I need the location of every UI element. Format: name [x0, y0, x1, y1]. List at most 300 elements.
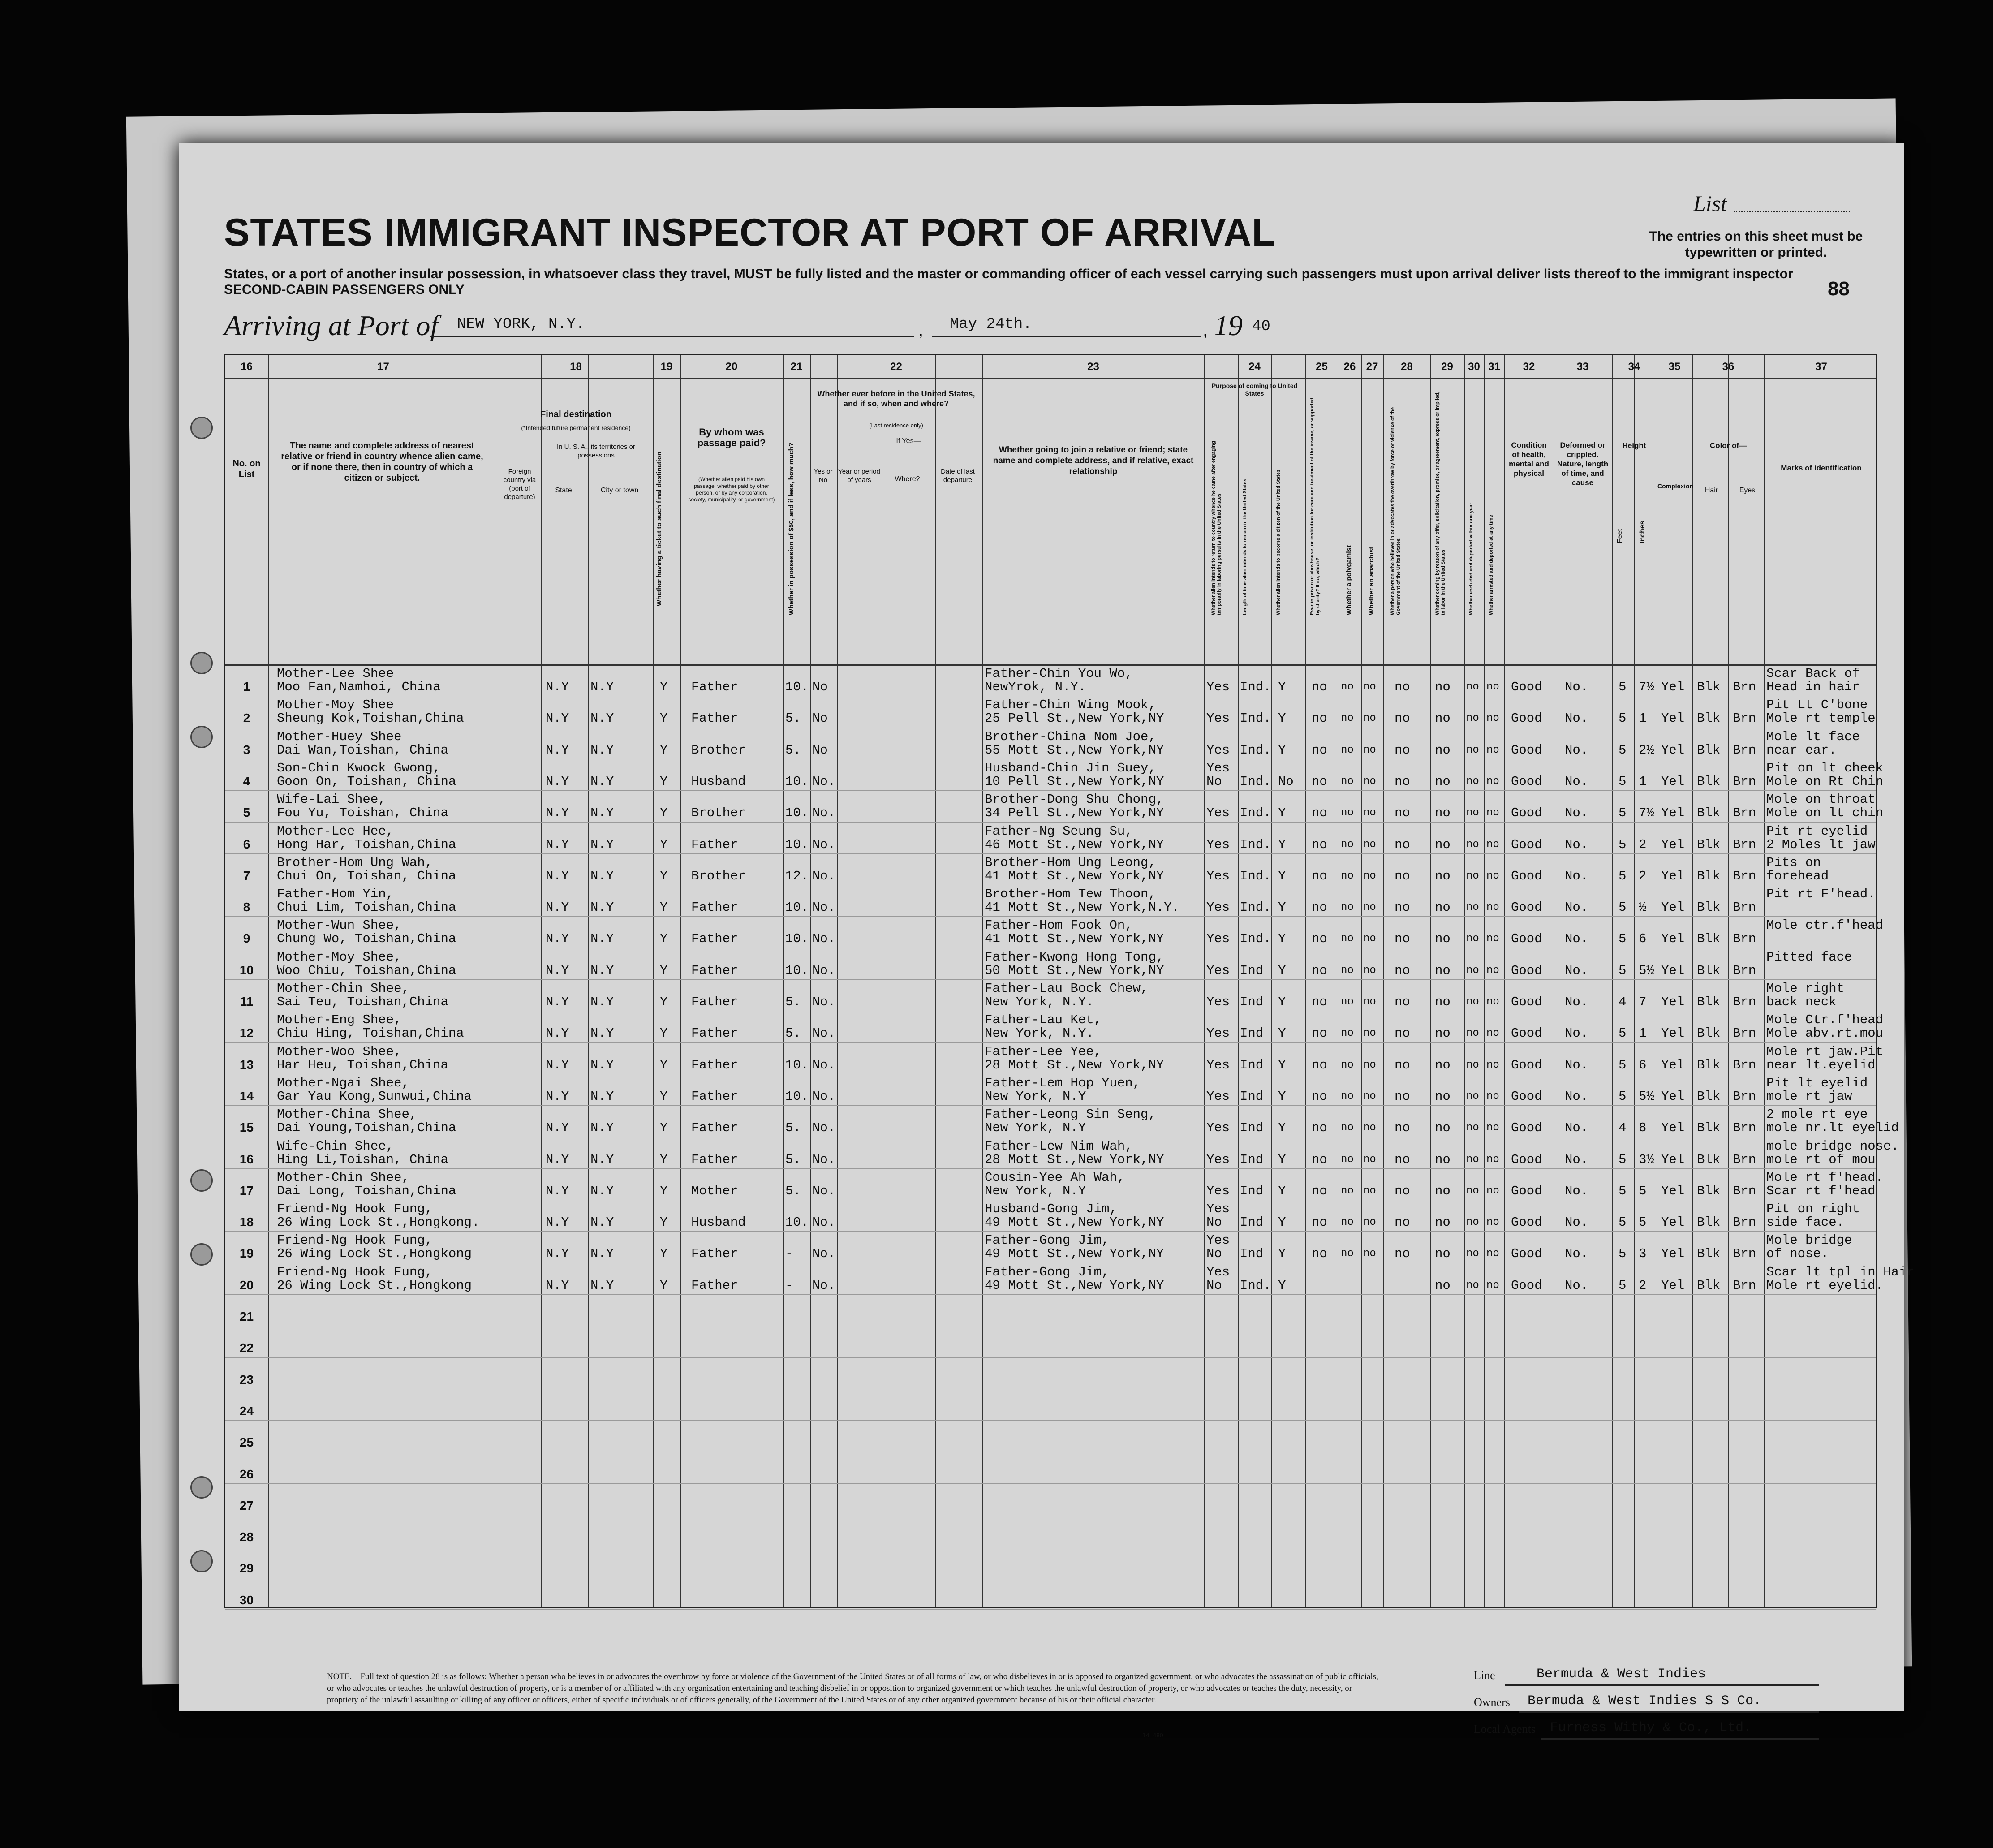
labor-offer-value: no	[1435, 1246, 1451, 1262]
joining-name: Father-Lau Bock Chew,	[985, 981, 1149, 996]
deported-value: no	[1486, 901, 1499, 914]
intends-return-alt: No	[1206, 774, 1222, 789]
condition-value: Good	[1511, 680, 1542, 694]
eye-color: Brn	[1733, 931, 1756, 947]
anarchist-value: no	[1363, 712, 1376, 725]
col-number: 30	[1468, 361, 1480, 373]
relative-name: Mother-Huey Shee	[277, 729, 402, 744]
passage-paid-by: Father	[691, 837, 738, 852]
intends-citizen: Y	[1278, 1215, 1286, 1230]
condition-value: Good	[1511, 711, 1542, 726]
relative-address: Sai Teu, Toishan,China	[277, 995, 448, 1009]
destination-city: N.Y	[590, 837, 614, 852]
row-number: 16	[239, 1152, 254, 1166]
col-number: 34	[1628, 361, 1640, 373]
money-value: -	[785, 1278, 793, 1293]
deported-value: no	[1486, 681, 1499, 693]
ticket-value: Y	[660, 1183, 668, 1198]
identification-mark: Mole rt temple	[1766, 711, 1876, 726]
list-label: List	[1693, 191, 1727, 216]
row-number: 11	[240, 995, 254, 1008]
destination-city: N.Y	[590, 806, 614, 821]
deformed-value: No.	[1565, 806, 1588, 821]
relative-address: 26 Wing Lock St.,Hongkong	[277, 1246, 472, 1262]
intends-return: Yes	[1206, 1183, 1230, 1198]
relative-name: Brother-Hom Ung Wah,	[277, 855, 433, 870]
overthrow-value: no	[1395, 711, 1410, 726]
anarchist-value: no	[1363, 1090, 1376, 1103]
row-number: 28	[239, 1530, 254, 1544]
relative-address: Hong Har, Toishan,China	[277, 837, 456, 852]
ticket-value: Y	[660, 931, 668, 947]
eye-color: Brn	[1733, 806, 1756, 821]
destination-state: N.Y	[546, 1246, 569, 1262]
relative-address: Chui On, Toishan, China	[277, 868, 456, 883]
polygamist-value: no	[1341, 681, 1354, 693]
labor-offer-value: no	[1435, 806, 1451, 821]
punch-hole	[190, 652, 213, 674]
joining-name: Father-Leong Sin Seng,	[985, 1107, 1156, 1122]
identification-mark: Mole Ctr.f'head	[1766, 1012, 1884, 1028]
intends-citizen: Y	[1278, 837, 1286, 852]
height-inches: 5½	[1639, 963, 1654, 978]
excluded-value: no	[1466, 1153, 1479, 1166]
col-number: 27	[1366, 361, 1378, 373]
header-intends-citizen: Whether alien intends to become a citizen of the United States	[1276, 469, 1281, 615]
deported-value: no	[1486, 1090, 1499, 1103]
deformed-value: No.	[1565, 868, 1588, 883]
destination-city: N.Y	[590, 680, 614, 694]
hair-color: Blk	[1697, 1120, 1721, 1136]
header-foreign-country: Foreign country via (port of departure)	[503, 468, 536, 501]
length-of-stay: Ind.	[1240, 1278, 1271, 1293]
height-inches: 5	[1639, 1215, 1647, 1230]
joining-name: Father-Lee Yee,	[985, 1044, 1102, 1059]
intends-citizen: Y	[1278, 1057, 1286, 1073]
identification-mark: 2 Moles lt jaw	[1766, 837, 1876, 852]
destination-city: N.Y	[590, 995, 614, 1009]
length-of-stay: Ind.	[1240, 711, 1271, 726]
joining-address: 28 Mott St.,New York,NY	[985, 1057, 1164, 1073]
identification-mark: Mole on Rt Chin	[1766, 774, 1884, 789]
money-value: 12.	[785, 868, 809, 883]
condition-value: Good	[1511, 1057, 1542, 1073]
row-number: 22	[239, 1341, 254, 1355]
deported-value: no	[1486, 870, 1499, 882]
column-divider	[1764, 355, 1765, 1607]
passage-paid-by: Brother	[691, 868, 746, 883]
column-divider	[1238, 355, 1239, 1607]
length-of-stay: Ind	[1240, 1183, 1264, 1198]
ticket-value: Y	[660, 1278, 668, 1293]
punch-hole	[190, 417, 213, 439]
condition-value: Good	[1511, 868, 1542, 883]
identification-mark: Scar Back of	[1766, 666, 1860, 681]
relative-name: Wife-Chin Shee,	[277, 1138, 394, 1154]
relative-name: Son-Chin Kwock Gwong,	[277, 760, 441, 775]
identification-mark: Scar rt f'head	[1766, 1183, 1876, 1198]
intends-return: Yes	[1206, 1089, 1230, 1104]
joining-address: 34 Pell St.,New York,NY	[985, 806, 1164, 821]
anarchist-value: no	[1363, 1216, 1376, 1229]
passage-paid-by: Father	[691, 1246, 738, 1262]
identification-mark: Pit rt eyelid	[1766, 823, 1868, 839]
header-state: State	[555, 487, 572, 494]
destination-city: N.Y	[590, 1026, 614, 1041]
identification-mark: side face.	[1766, 1215, 1845, 1230]
complexion-value: Yel	[1661, 1120, 1685, 1136]
intends-citizen: Y	[1278, 963, 1286, 978]
destination-city: N.Y	[590, 1089, 614, 1104]
condition-value: Good	[1511, 1183, 1542, 1198]
deported-value: no	[1486, 1153, 1499, 1166]
row-divider	[225, 916, 1876, 917]
relative-address: 26 Wing Lock St.,Hongkong	[277, 1278, 472, 1293]
joining-address: New York, N.Y.	[985, 995, 1094, 1009]
hair-color: Blk	[1697, 1183, 1721, 1198]
height-feet: 4	[1619, 1120, 1627, 1136]
row-number: 13	[239, 1057, 254, 1072]
joining-name: Husband-Gong Jim,	[985, 1202, 1117, 1217]
agents-value: Furness Withy & Co., Ltd.	[1550, 1720, 1752, 1736]
passage-paid-by: Father	[691, 1120, 738, 1136]
passenger-class-label: SECOND-CABIN PASSENGERS ONLY	[224, 282, 465, 297]
destination-state: N.Y	[546, 1120, 569, 1136]
passage-paid-by: Mother	[691, 1183, 738, 1198]
deformed-value: No.	[1565, 742, 1588, 758]
height-feet: 5	[1619, 1089, 1627, 1104]
hair-color: Blk	[1697, 1215, 1721, 1230]
header-overthrow: Whether a person who believes in or advocates the overthrow by force or violence of the Government of the United States	[1390, 407, 1401, 615]
destination-state: N.Y	[546, 837, 569, 852]
destination-state: N.Y	[546, 1152, 569, 1167]
hair-color: Blk	[1697, 774, 1721, 789]
intends-citizen: Y	[1278, 742, 1286, 758]
deformed-value: No.	[1565, 931, 1588, 947]
polygamist-value: no	[1341, 1090, 1354, 1103]
deported-value: no	[1486, 744, 1499, 756]
eye-color: Brn	[1733, 1246, 1756, 1262]
overthrow-value: no	[1395, 806, 1410, 821]
intends-citizen: Y	[1278, 711, 1286, 726]
page-subtitle: States, or a port of another insular possession, in whatsoever class they travel, MUST be fully listed and the master or commanding officer of each vessel carrying such passengers must upon arrival deliver lists thereof to the immigrant inspector	[224, 267, 1793, 281]
excluded-value: no	[1466, 964, 1479, 977]
header-inches: Inches	[1639, 521, 1646, 543]
height-feet: 5	[1619, 931, 1627, 947]
relative-name: Mother-Wun Shee,	[277, 918, 402, 933]
column-divider	[680, 355, 681, 1607]
passage-paid-by: Father	[691, 680, 738, 694]
relative-address: Dai Long, Toishan,China	[277, 1183, 456, 1198]
header-if-yes: If Yes—	[896, 437, 921, 445]
joining-name: Cousin-Yee Ah Wah,	[985, 1170, 1125, 1185]
anarchist-value: no	[1363, 1027, 1376, 1040]
intends-return: Yes	[1206, 900, 1230, 915]
relative-address: Hing Li,Toishan, China	[277, 1152, 448, 1167]
intends-return: Yes	[1206, 1233, 1230, 1248]
labor-offer-value: no	[1435, 1089, 1451, 1104]
ticket-value: Y	[660, 711, 668, 726]
page-title: STATES IMMIGRANT INSPECTOR AT PORT OF ARRIVAL	[224, 211, 1276, 254]
prison-value: no	[1312, 837, 1327, 852]
overthrow-value: no	[1395, 1089, 1410, 1104]
relative-address: Gar Yau Kong,Sunwui,China	[277, 1089, 472, 1104]
polygamist-value: no	[1341, 964, 1354, 977]
excluded-value: no	[1466, 807, 1479, 819]
height-feet: 5	[1619, 1057, 1627, 1073]
header-feet: Feet	[1616, 529, 1624, 543]
punch-hole	[190, 1169, 213, 1192]
intends-citizen: Y	[1278, 1120, 1286, 1136]
excluded-value: no	[1466, 1059, 1479, 1071]
header-height: Height	[1622, 441, 1646, 450]
row-divider	[225, 979, 1876, 980]
complexion-value: Yel	[1661, 837, 1685, 852]
destination-state: N.Y	[546, 742, 569, 758]
complexion-value: Yel	[1661, 1278, 1685, 1293]
relative-address: Chui Lim, Toishan,China	[277, 900, 456, 915]
row-number: 12	[239, 1026, 254, 1040]
relative-address: Dai Wan,Toishan, China	[277, 742, 448, 758]
intends-return: Yes	[1206, 837, 1230, 852]
prison-value: no	[1312, 680, 1327, 694]
anarchist-value: no	[1363, 1122, 1376, 1134]
overthrow-value: no	[1395, 742, 1410, 758]
col-number: 20	[725, 361, 738, 373]
height-inches: 5	[1639, 1183, 1647, 1198]
labor-offer-value: no	[1435, 742, 1451, 758]
relative-address: Har Heu, Toishan,China	[277, 1057, 448, 1073]
column-divider	[1271, 355, 1272, 1607]
row-number: 3	[243, 742, 250, 757]
height-inches: 6	[1639, 931, 1647, 947]
col-number: 37	[1815, 361, 1827, 373]
height-feet: 5	[1619, 1278, 1627, 1293]
destination-state: N.Y	[546, 1183, 569, 1198]
identification-mark: Mole bridge	[1766, 1233, 1852, 1248]
polygamist-value: no	[1341, 1216, 1354, 1229]
eye-color: Brn	[1733, 1089, 1756, 1104]
condition-value: Good	[1511, 774, 1542, 789]
excluded-value: no	[1466, 933, 1479, 945]
hair-color: Blk	[1697, 1278, 1721, 1293]
col-number: 22	[890, 361, 902, 373]
column-divider	[810, 355, 811, 1607]
destination-state: N.Y	[546, 774, 569, 789]
identification-mark: Mole rt f'head.	[1766, 1170, 1884, 1185]
intends-return: Yes	[1206, 868, 1230, 883]
passage-paid-by: Husband	[691, 1215, 746, 1230]
col-number: 24	[1248, 361, 1261, 373]
overthrow-value: no	[1395, 837, 1410, 852]
passage-paid-by: Father	[691, 963, 738, 978]
row-divider	[225, 1231, 1876, 1232]
destination-city: N.Y	[590, 742, 614, 758]
relative-address: Woo Chiu, Toishan,China	[277, 963, 456, 978]
row-divider	[225, 853, 1876, 854]
height-feet: 5	[1619, 806, 1627, 821]
before-in-us: No.	[812, 1120, 836, 1136]
joining-address: New York, N.Y	[985, 1089, 1086, 1104]
prison-value: no	[1312, 742, 1327, 758]
header-passage-paid: By whom was passage paid?	[697, 426, 766, 448]
destination-state: N.Y	[546, 680, 569, 694]
joining-name: Father-Kwong Hong Tong,	[985, 949, 1164, 965]
length-of-stay: Ind	[1240, 1089, 1264, 1104]
ticket-value: Y	[660, 1152, 668, 1167]
eye-color: Brn	[1733, 742, 1756, 758]
polygamist-value: no	[1341, 870, 1354, 882]
height-inches: 2½	[1639, 742, 1654, 758]
overthrow-value: no	[1395, 900, 1410, 915]
relative-address: 26 Wing Lock St.,Hongkong.	[277, 1215, 480, 1230]
length-of-stay: Ind	[1240, 1215, 1264, 1230]
identification-mark: Mole lt face	[1766, 729, 1860, 744]
identification-mark: Mole on lt chin	[1766, 806, 1884, 821]
relative-address: Dai Young,Toishan,China	[277, 1120, 456, 1136]
header-purpose: Purpose of coming to United States	[1211, 382, 1298, 397]
labor-offer-value: no	[1435, 900, 1451, 915]
identification-mark: of nose.	[1766, 1246, 1829, 1262]
identification-mark: Mole abv.rt.mou	[1766, 1026, 1884, 1041]
date-underline	[932, 336, 1201, 337]
labor-offer-value: no	[1435, 995, 1451, 1009]
height-inches: 1	[1639, 774, 1647, 789]
intends-return: Yes	[1206, 963, 1230, 978]
length-of-stay: Ind	[1240, 1120, 1264, 1136]
prison-value: no	[1312, 1089, 1327, 1104]
deported-value: no	[1486, 933, 1499, 945]
header-city: City or town	[600, 487, 639, 494]
row-number: 14	[239, 1089, 254, 1103]
before-in-us: No.	[812, 774, 836, 789]
intends-return: Yes	[1206, 742, 1230, 758]
deported-value: no	[1486, 1185, 1499, 1197]
passage-paid-by: Father	[691, 1089, 738, 1104]
eye-color: Brn	[1733, 995, 1756, 1009]
destination-state: N.Y	[546, 1278, 569, 1293]
passage-paid-by: Husband	[691, 774, 746, 789]
header-final-destination: Final destination	[540, 409, 611, 419]
joining-name: Father-Gong Jim,	[985, 1233, 1110, 1248]
destination-city: N.Y	[590, 1246, 614, 1262]
identification-mark: Pits on	[1766, 855, 1821, 870]
polygamist-value: no	[1341, 712, 1354, 725]
length-of-stay: Ind.	[1240, 680, 1271, 694]
money-value: 5.	[785, 1120, 801, 1136]
col-number: 26	[1343, 361, 1356, 373]
condition-value: Good	[1511, 900, 1542, 915]
excluded-value: no	[1466, 712, 1479, 725]
header-nearest-relative: The name and complete address of nearest relative or friend in country whence alien came, or if none there, then in country of which a citizen or subject.	[281, 441, 483, 483]
height-inches: 6	[1639, 1057, 1647, 1073]
identification-mark: mole rt jaw	[1766, 1089, 1852, 1104]
destination-state: N.Y	[546, 806, 569, 821]
intends-return: Yes	[1206, 1026, 1230, 1041]
row-number: 5	[243, 806, 250, 820]
col-number: 33	[1576, 361, 1589, 373]
before-in-us: No.	[812, 1215, 836, 1230]
anarchist-value: no	[1363, 1185, 1376, 1197]
condition-value: Good	[1511, 1152, 1542, 1167]
joining-address: 25 Pell St.,New York,NY	[985, 711, 1164, 726]
deformed-value: No.	[1565, 995, 1588, 1009]
column-divider	[1634, 355, 1635, 1607]
joining-address: 46 Mott St.,New York,NY	[985, 837, 1164, 852]
height-feet: 5	[1619, 742, 1627, 758]
labor-offer-value: no	[1435, 837, 1451, 852]
joining-address: 41 Mott St.,New York,NY	[985, 868, 1164, 883]
intends-return: Yes	[1206, 931, 1230, 947]
prison-value: no	[1312, 868, 1327, 883]
intends-citizen: Y	[1278, 900, 1286, 915]
anarchist-value: no	[1363, 996, 1376, 1008]
labor-offer-value: no	[1435, 963, 1451, 978]
eye-color: Brn	[1733, 774, 1756, 789]
money-value: -	[785, 1246, 793, 1262]
intends-return: Yes	[1206, 680, 1230, 694]
deformed-value: No.	[1565, 1246, 1588, 1262]
header-divider	[225, 664, 1876, 666]
destination-city: N.Y	[590, 711, 614, 726]
relative-name: Mother-Chin Shee,	[277, 981, 409, 996]
height-feet: 5	[1619, 1026, 1627, 1041]
complexion-value: Yel	[1661, 1183, 1685, 1198]
polygamist-value: no	[1341, 744, 1354, 756]
money-value: 10.	[785, 900, 809, 915]
before-in-us: No.	[812, 1089, 836, 1104]
deformed-value: No.	[1565, 1026, 1588, 1041]
intends-citizen: Y	[1278, 1089, 1286, 1104]
intends-return: Yes	[1206, 711, 1230, 726]
relative-name: Mother-Moy Shee,	[277, 949, 402, 965]
prison-value: no	[1312, 806, 1327, 821]
excluded-value: no	[1466, 870, 1479, 882]
deformed-value: No.	[1565, 1120, 1588, 1136]
overthrow-value: no	[1395, 868, 1410, 883]
header-polygamist: Whether a polygamist	[1345, 545, 1353, 615]
before-in-us: No.	[812, 931, 836, 947]
header-color-of: Color of—	[1709, 441, 1747, 450]
complexion-value: Yel	[1661, 806, 1685, 821]
destination-city: N.Y	[590, 868, 614, 883]
column-divider	[1612, 355, 1613, 1607]
height-feet: 5	[1619, 711, 1627, 726]
before-in-us: No.	[812, 868, 836, 883]
intends-return: Yes	[1206, 1057, 1230, 1073]
row-divider	[225, 1294, 1876, 1295]
header-date-departure: Date of last departure	[941, 468, 975, 484]
height-feet: 5	[1619, 900, 1627, 915]
identification-mark: Pit on right	[1766, 1202, 1860, 1217]
hair-color: Blk	[1697, 837, 1721, 852]
row-number: 10	[239, 963, 254, 977]
deformed-value: No.	[1565, 1057, 1588, 1073]
column-divider	[653, 355, 654, 1607]
eye-color: Brn	[1733, 837, 1756, 852]
passage-paid-by: Father	[691, 995, 738, 1009]
identification-mark: Mole rt jaw.Pit	[1766, 1044, 1884, 1059]
identification-mark: Mole right	[1766, 981, 1845, 996]
complexion-value: Yel	[1661, 868, 1685, 883]
length-of-stay: Ind	[1240, 1057, 1264, 1073]
before-in-us: No.	[812, 1152, 836, 1167]
row-divider	[225, 1420, 1876, 1421]
joining-address: 49 Mott St.,New York,NY	[985, 1215, 1164, 1230]
hair-color: Blk	[1697, 1152, 1721, 1167]
destination-city: N.Y	[590, 1215, 614, 1230]
money-value: 10.	[785, 837, 809, 852]
